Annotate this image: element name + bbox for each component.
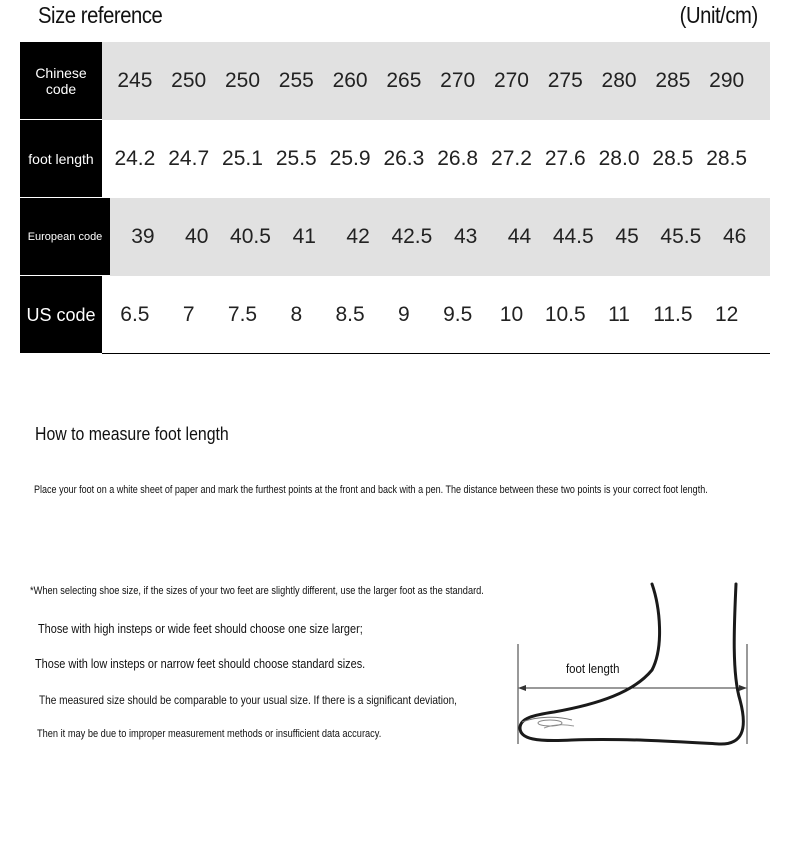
table-cell: 11 [608, 302, 630, 326]
note-larger-foot: *When selecting shoe size, if the sizes of your two feet are slightly different, use the larger foot as the standard. [30, 585, 484, 597]
table-cell: 8 [290, 302, 303, 326]
table-cell: 28.5 [706, 147, 748, 170]
table-cell: 28.0 [598, 147, 640, 170]
table-cell: 7.5 [227, 302, 258, 326]
table-cell: 9.5 [443, 302, 473, 326]
table-cell: 45.5 [660, 225, 702, 248]
section-heading: How to measure foot length [35, 424, 229, 444]
diagram-label: foot length [566, 661, 620, 676]
table-cell: 10 [499, 302, 524, 326]
note-high-insteps: Those with high insteps or wide feet should choose one size larger; [38, 621, 363, 636]
table-cell: 26.8 [437, 147, 479, 170]
foot-diagram [514, 582, 754, 748]
table-cell: 40 [185, 225, 209, 248]
row-values [102, 42, 770, 120]
right-arrow-icon [739, 685, 747, 691]
table-row-european-code [20, 198, 770, 276]
table-cell: 44.5 [552, 225, 594, 248]
table-cell: 9 [398, 302, 410, 326]
row-header: US code [20, 276, 102, 354]
table-cell: 285 [655, 69, 691, 92]
size-table [20, 42, 770, 354]
table-cell: 270 [440, 69, 476, 92]
table-cell: 245 [117, 69, 153, 92]
row-header: foot length [20, 120, 102, 198]
table-cell: 42 [346, 225, 370, 248]
table-cell: 260 [332, 69, 368, 92]
table-cell: 28.5 [652, 147, 694, 170]
row-header: European code [20, 198, 110, 276]
table-cell: 27.6 [544, 147, 586, 170]
table-cell: 280 [601, 69, 637, 92]
table-cell: 40.5 [230, 225, 271, 248]
table-cell: 43 [454, 225, 478, 248]
table-cell: 46 [722, 225, 747, 248]
table-cell: 45 [615, 225, 639, 248]
page-title: Size reference [38, 2, 163, 28]
table-cell: 44 [507, 225, 532, 248]
table-cell: 11.5 [653, 302, 693, 326]
table-cell: 290 [709, 69, 745, 92]
table-cell: 25.9 [329, 147, 371, 170]
left-arrow-icon [518, 685, 526, 691]
note-accuracy: Then it may be due to improper measurement methods or insufficient data accuracy. [37, 728, 382, 740]
row-header: Chinese code [20, 42, 102, 120]
note-deviation: The measured size should be comparable to your usual size. If there is a significant deviation, [39, 693, 457, 707]
table-cell: 24.7 [168, 147, 210, 170]
table-row-us-code [20, 276, 770, 354]
table-cell: 26.3 [383, 147, 425, 170]
note-low-insteps: Those with low insteps or narrow feet should choose standard sizes. [35, 656, 366, 671]
row-values [102, 120, 770, 198]
table-cell: 8.5 [335, 302, 365, 326]
table-cell: 7 [182, 302, 195, 326]
table-cell: 12 [714, 302, 739, 326]
table-cell: 6.5 [120, 302, 150, 326]
table-cell: 39 [131, 225, 155, 248]
table-cell: 250 [224, 69, 261, 92]
measure-instruction: Place your foot on a white sheet of paper and mark the furthest points at the front and back with a pen. The distance between these two points is your correct foot length. [34, 484, 708, 496]
toenail-icon [538, 720, 562, 726]
table-cell: 265 [386, 69, 422, 92]
table-cell: 25.1 [222, 147, 263, 170]
table-cell: 270 [493, 69, 529, 92]
table-cell: 24.2 [114, 147, 156, 170]
table-cell: 42.5 [391, 225, 433, 248]
table-cell: 25.5 [275, 147, 317, 170]
table-row-chinese-code [20, 42, 770, 120]
table-cell: 250 [171, 69, 207, 92]
table-cell: 27.2 [491, 147, 532, 170]
table-cell: 41 [292, 225, 316, 248]
row-values [102, 276, 770, 354]
table-cell: 255 [278, 69, 314, 92]
table-cell: 275 [547, 69, 583, 92]
table-cell: 10.5 [544, 302, 586, 326]
row-values [110, 198, 770, 276]
table-row-foot-length [20, 120, 770, 198]
unit-label: (Unit/cm) [679, 2, 758, 28]
